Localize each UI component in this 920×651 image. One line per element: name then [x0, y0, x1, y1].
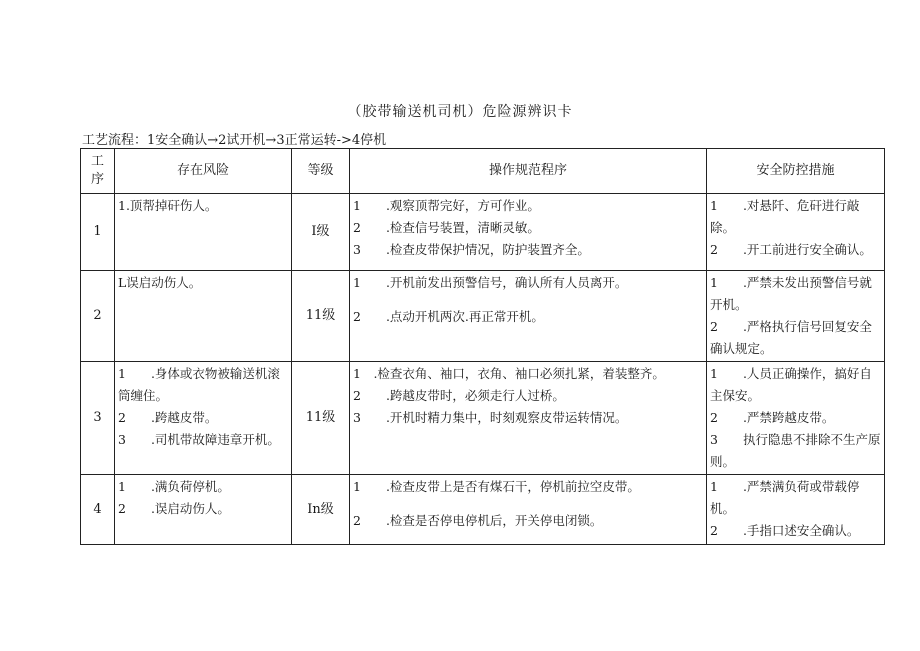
- table-row: [81, 362, 885, 475]
- procedure-item: 2 .点动开机两次.再正常开机。: [353, 309, 544, 324]
- measures-cell: [707, 475, 885, 545]
- step-number: 3: [81, 362, 115, 475]
- measure-item: 2 .手指口述安全确认。: [710, 523, 860, 538]
- risk-item: 1.顶帮掉矸伤人。: [118, 198, 218, 213]
- measure-item: 2 .严禁跨越皮带。: [710, 410, 835, 425]
- table-row: [81, 475, 885, 545]
- header-procedure: 操作规范程序: [350, 149, 707, 194]
- risk-item: 1 .满负荷停机。: [118, 479, 230, 494]
- grade-cell: I级: [292, 194, 350, 271]
- procedure-item: 3 .检查皮带保护情况，防护装置齐全。: [353, 242, 590, 257]
- measures-cell: [707, 194, 885, 271]
- header-step: 工序: [81, 149, 115, 194]
- measure-item: 1 .对悬阡、危矸进行敲除。: [710, 198, 860, 235]
- risk-cell: [115, 362, 292, 475]
- procedure-cell: [350, 271, 707, 362]
- risk-cell: [115, 271, 292, 362]
- card-title: （胶带输送机司机）危险源辨识卡: [347, 104, 573, 120]
- procedure-item: 1 .观察顶帮完好，方可作业。: [353, 198, 540, 213]
- grade-cell: 11级: [292, 362, 350, 475]
- measure-item: 2 .严格执行信号回复安全确认规定。: [710, 319, 872, 356]
- procedure-item: 1 .开机前发出预警信号，确认所有人员离开。: [353, 275, 628, 290]
- measure-item: 1 .人员正确操作，搞好自主保安。: [710, 366, 872, 403]
- procedure-item: 2 .检查信号装置，清晰灵敏。: [353, 220, 540, 235]
- step-number: 4: [81, 475, 115, 545]
- step-number: 1: [81, 194, 115, 271]
- procedure-cell: [350, 362, 707, 475]
- measure-item: 1 .严禁未发出预警信号就开机。: [710, 275, 872, 312]
- grade-cell: 11级: [292, 271, 350, 362]
- table-row: [81, 194, 885, 271]
- process-flow: 工艺流程：1安全确认→2试开机→3正常运转->4停机: [82, 133, 387, 148]
- header-grade: 等级: [292, 149, 350, 194]
- risk-cell: [115, 475, 292, 545]
- procedure-item: 3 .开机时精力集中，时刻观察皮带运转情况。: [353, 410, 628, 425]
- table-row: [81, 271, 885, 362]
- step-number: 2: [81, 271, 115, 362]
- risk-item: 2 .跨越皮带。: [118, 410, 218, 425]
- procedure-item: 1 .检查衣角、袖口，衣角、袖口必须扎紧，着装整齐。: [353, 366, 665, 381]
- measure-item: 1 .严禁满负荷或带载停机。: [710, 479, 860, 516]
- procedure-item: 2 .跨越皮带时，必须走行人过桥。: [353, 388, 565, 403]
- measure-item: 2 .开工前进行安全确认。: [710, 242, 872, 257]
- risk-item: 3 .司机带故障违章开机。: [118, 432, 280, 447]
- hazard-table: [80, 148, 885, 545]
- measures-cell: [707, 271, 885, 362]
- header-risk: 存在风险: [115, 149, 292, 194]
- measures-cell: [707, 362, 885, 475]
- risk-cell: [115, 194, 292, 271]
- risk-item: L误启动伤人。: [118, 275, 202, 290]
- risk-item: 2 .误启动伤人。: [118, 501, 230, 516]
- procedure-cell: [350, 194, 707, 271]
- procedure-item: 1 .检查皮带上是否有煤石干，停机前拉空皮带。: [353, 479, 640, 494]
- risk-item: 1 .身体或衣物被输送机滚筒缠住。: [118, 366, 280, 403]
- grade-cell: In级: [292, 475, 350, 545]
- procedure-cell: [350, 475, 707, 545]
- header-row: [81, 149, 885, 194]
- measure-item: 3 执行隐患不排除不生产原则。: [710, 432, 881, 469]
- procedure-item: 2 .检查是否停电停机后，开关停电闭锁。: [353, 513, 603, 528]
- header-measures: 安全防控措施: [707, 149, 885, 194]
